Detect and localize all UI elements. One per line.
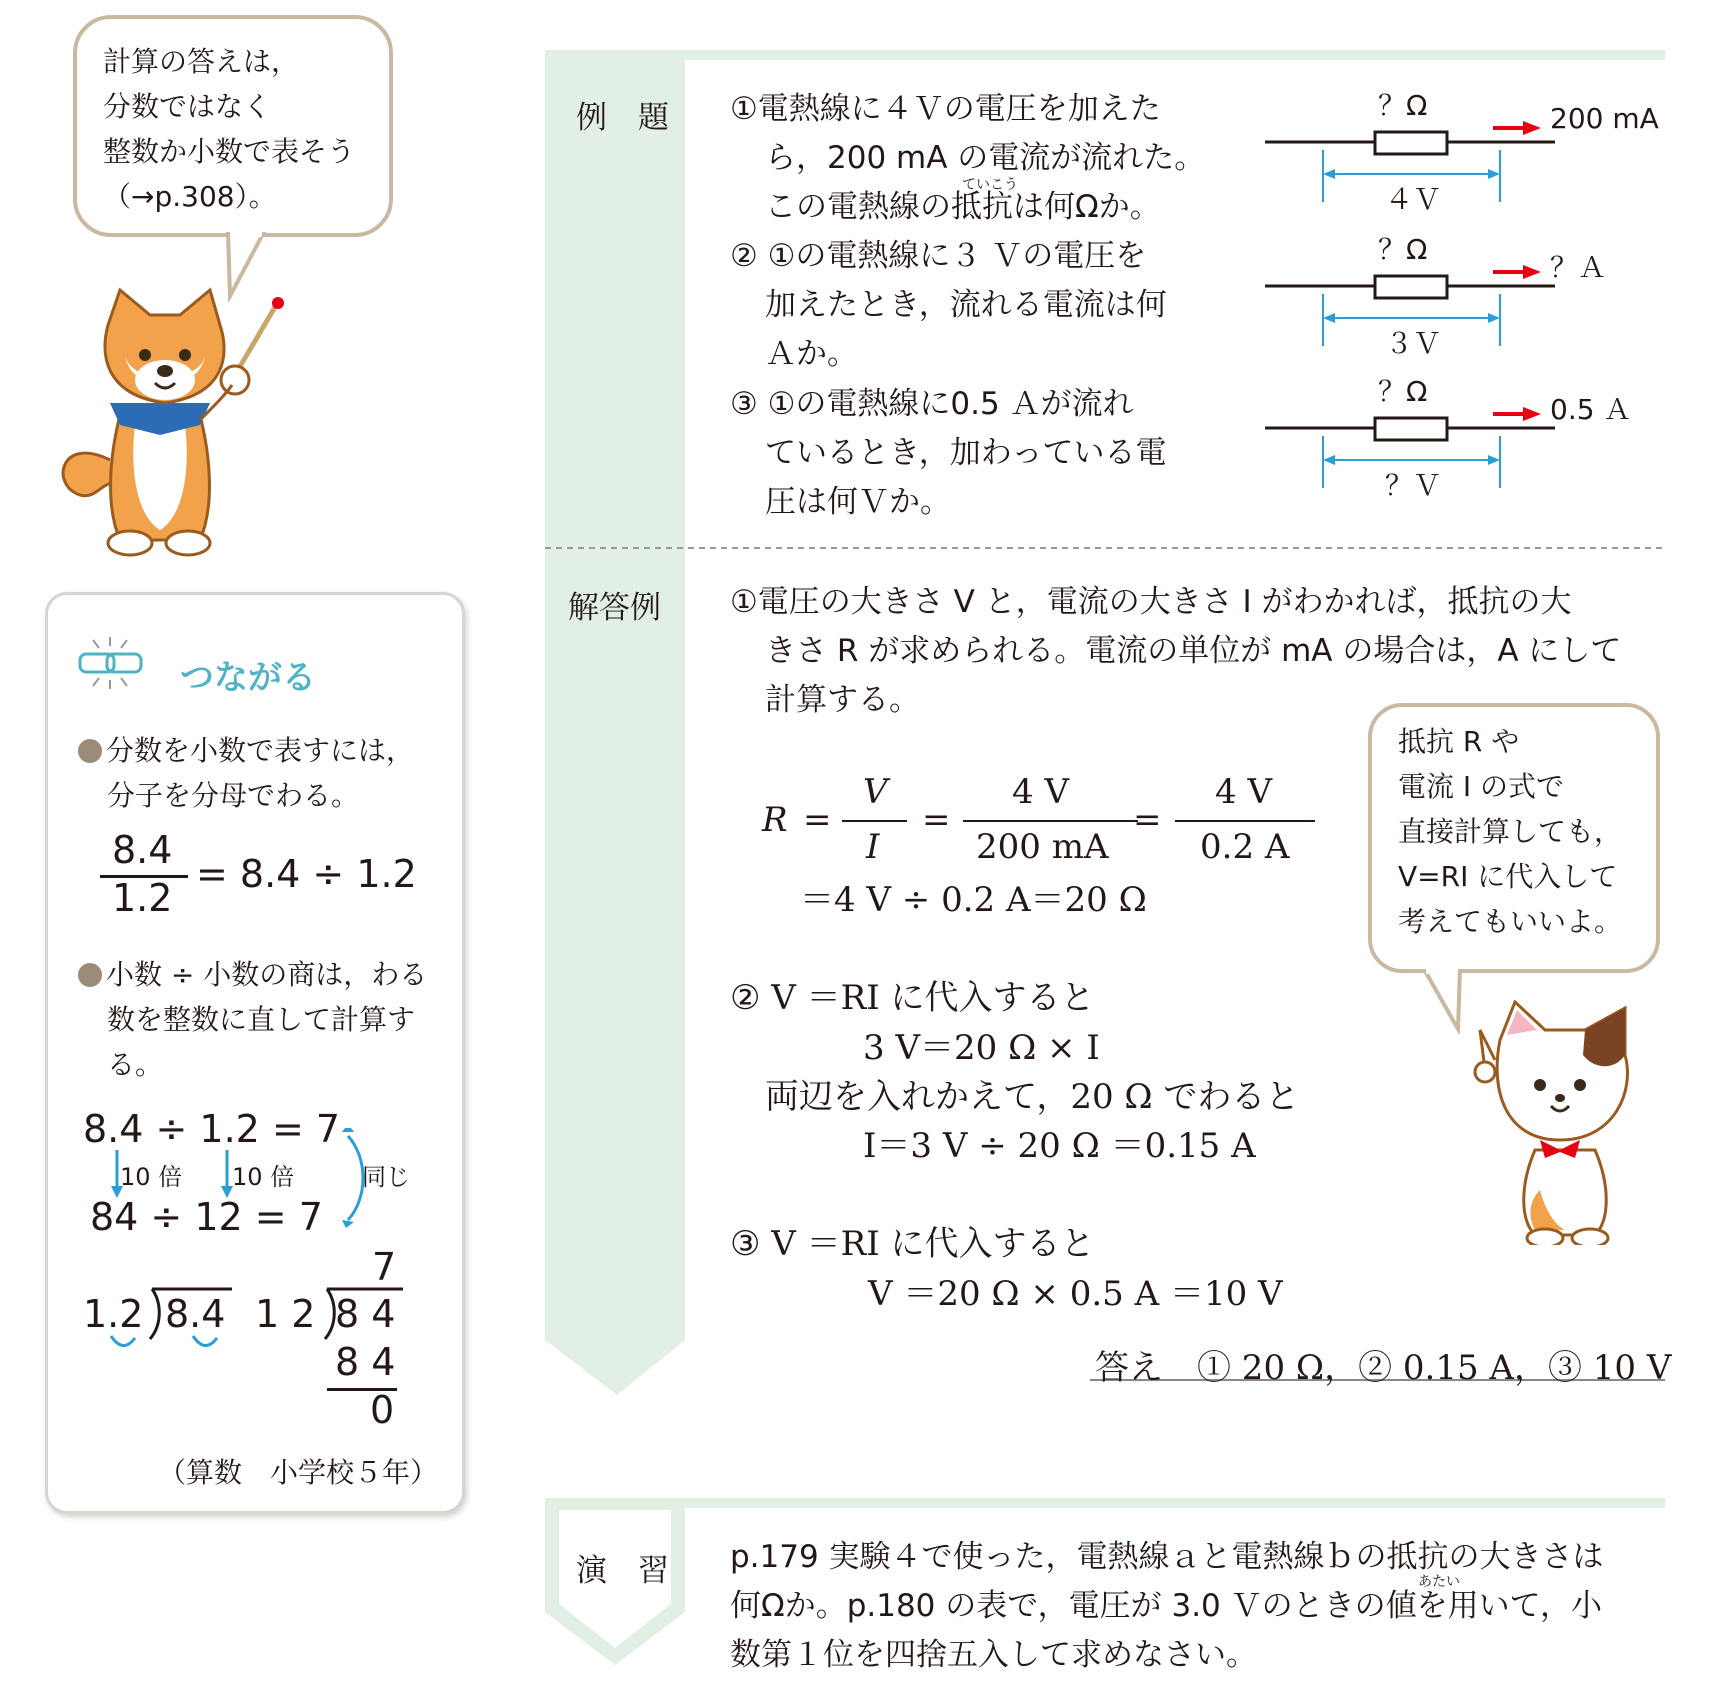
exercise-label: 演 習 <box>576 1553 669 1589</box>
answer-3-head: ③ V ＝RI に代入すると <box>730 1224 1095 1264</box>
fraction-numerator: 8.4 <box>112 828 173 872</box>
answer-2-line: I＝3 V ÷ 20 Ω ＝0.15 A <box>863 1126 1256 1166</box>
formula-200mA: 200 mA <box>976 827 1109 867</box>
resistor <box>1375 418 1447 440</box>
same-label: 同じ <box>362 1163 410 1191</box>
voltage-arrow-right <box>1488 313 1500 323</box>
bubble-line: 直接計算しても， <box>1398 815 1623 848</box>
times-ten-label: 10 倍 <box>232 1163 295 1191</box>
division-dividend: 8.4 <box>165 1292 226 1336</box>
formula-I: I <box>866 827 880 867</box>
dog-mascot-icon <box>50 285 290 560</box>
question-2-line: 加えたとき，流れる電流は何 <box>765 287 1167 323</box>
answer-3-line: V ＝20 Ω × 0.5 A ＝10 V <box>868 1274 1283 1314</box>
circuit-voltage-label: ？Ｖ <box>1385 469 1442 502</box>
resistor <box>1375 276 1447 298</box>
answer-2-line: 3 V＝20 Ω × I <box>863 1028 1100 1068</box>
question-3-line: 圧は何Ｖか。 <box>765 484 951 520</box>
bubble-line: 電流 I の式で <box>1398 770 1565 803</box>
bullet-line: 分子を分母でわる。 <box>107 779 360 812</box>
answer-2-head: ② V ＝RI に代入すると <box>730 978 1095 1018</box>
formula-4V: 4 V <box>1012 772 1069 812</box>
answer-1-line: 計算する。 <box>765 682 920 718</box>
circuit-resistance-label: ？Ω <box>1378 233 1428 266</box>
answer-2-line: 両辺を入れかえて，20 Ω でわると <box>765 1077 1300 1117</box>
voltage-arrow-left <box>1323 455 1335 465</box>
division-divisor: 1.2 <box>83 1292 144 1336</box>
times-ten-label: 10 倍 <box>120 1163 183 1191</box>
fraction-rhs: = 8.4 ÷ 1.2 <box>196 852 417 896</box>
question-2-line: Ａか。 <box>765 336 858 372</box>
fraction-denominator: 1.2 <box>112 876 173 920</box>
formula-0.2A: 0.2 A <box>1200 827 1290 867</box>
fraction-bar <box>1175 820 1315 822</box>
decimal-shift-arrows <box>105 1330 235 1360</box>
circuit-current-label: ？Ａ <box>1550 251 1607 284</box>
resistor <box>1375 132 1447 154</box>
connection-icon <box>75 632 160 692</box>
bullet-line: 分数を小数で表すには， <box>78 728 414 773</box>
question-1-line: ら，200 mA の電流が流れた。 <box>765 140 1206 176</box>
bullet-line: 小数 ÷ 小数の商は，わる <box>78 952 427 997</box>
exercise-line: 数第１位を四捨五入して求めなさい。 <box>730 1637 1257 1673</box>
answer-1-line: きさ R が求められる。電流の単位が mA の場合は，A にして <box>765 633 1622 669</box>
connection-title: つながる <box>180 658 316 698</box>
question-2-line: ② ①の電熱線に３ Ｖの電圧を <box>730 238 1147 274</box>
division-subtrahend: 8 4 <box>335 1340 396 1384</box>
formula-R: R <box>762 800 788 840</box>
exercise-line: p.179 実験４で使った，電熱線ａと電熱線ｂの抵抗の大きさは <box>730 1539 1604 1575</box>
bubble-line: 抵抗 R や <box>1398 725 1520 758</box>
formula-V: V <box>863 772 888 812</box>
circuit-resistance-label: ？Ω <box>1378 375 1428 408</box>
voltage-arrow-left <box>1323 169 1335 179</box>
answer-1-line: ①電圧の大きさ V と，電流の大きさ I がわかれば，抵抗の大 <box>730 584 1572 620</box>
circuit-resistance-label: ？Ω <box>1378 89 1428 122</box>
bubble-line: 計算の答えは， <box>103 45 300 78</box>
bubble-line: 整数か小数で表そう <box>103 135 356 168</box>
final-answer: 答え ① 20 Ω，② 0.15 A，③ 10 V <box>1095 1348 1672 1388</box>
voltage-arrow-right <box>1488 169 1500 179</box>
current-arrow-head <box>1523 265 1541 279</box>
speech-bubble-hint <box>1368 703 1660 973</box>
current-arrow-head <box>1523 121 1541 135</box>
bullet-line: る。 <box>107 1048 164 1081</box>
bubble-line: V=RI に代入して <box>1398 860 1618 893</box>
question-1-line: ①電熱線に４Ｖの電圧を加えた <box>730 91 1161 127</box>
bubble-tail <box>1420 969 1470 1034</box>
formula-equals: = <box>803 800 832 840</box>
circuit-voltage-label: ４Ｖ <box>1385 183 1442 216</box>
division-divisor: 1 2 <box>255 1292 316 1336</box>
equation-integer: 84 ÷ 12 = 7 <box>90 1195 323 1239</box>
bubble-line: 分数ではなく <box>103 90 272 123</box>
bullet-line: 数を整数に直して計算す <box>107 1003 416 1036</box>
exercise-line: 何Ωか。p.180 の表で，電圧が 3.0 Ｖのときの値を用いて，小 <box>730 1588 1603 1624</box>
formula-equals: = <box>922 800 951 840</box>
formula-result: ＝4 V ÷ 0.2 A＝20 Ω <box>800 880 1147 920</box>
formula-equals: = <box>1133 800 1162 840</box>
question-3-line: ③ ①の電熱線に0.5 Ａが流れ <box>730 386 1134 422</box>
division-remainder: 0 <box>370 1388 395 1432</box>
question-1-line: この電熱線の抵抗は何Ωか。 <box>765 189 1161 225</box>
fraction-bar <box>842 820 907 822</box>
equation-decimal: 8.4 ÷ 1.2 = 7 <box>83 1107 341 1151</box>
current-arrow-head <box>1523 407 1541 421</box>
formula-4V: 4 V <box>1215 772 1272 812</box>
ruby-teikou: ていこう <box>962 177 1018 193</box>
bubble-line: （→p.308）。 <box>103 180 277 213</box>
source-note: （算数 小学校５年） <box>158 1456 439 1489</box>
bubble-line: 考えてもいいよ。 <box>1398 905 1623 938</box>
voltage-arrow-right <box>1488 455 1500 465</box>
question-3-line: ているとき，加わっている電 <box>765 435 1167 471</box>
ruby-atai: あたい <box>1418 1574 1460 1590</box>
division-quotient: 7 <box>372 1245 397 1289</box>
fraction-bar <box>963 820 1138 822</box>
circuit-voltage-label: ３Ｖ <box>1385 327 1442 360</box>
speech-bubble-tip <box>73 15 393 237</box>
circuit-current-label: 200 mA <box>1550 102 1659 135</box>
division-dividend: 8 4 <box>335 1292 396 1336</box>
voltage-arrow-left <box>1323 313 1335 323</box>
circuit-current-label: 0.5 Ａ <box>1550 393 1632 426</box>
answer-label: 解答例 <box>568 590 661 626</box>
cat-mascot-icon <box>1465 1000 1650 1245</box>
example-label: 例 題 <box>576 100 669 136</box>
